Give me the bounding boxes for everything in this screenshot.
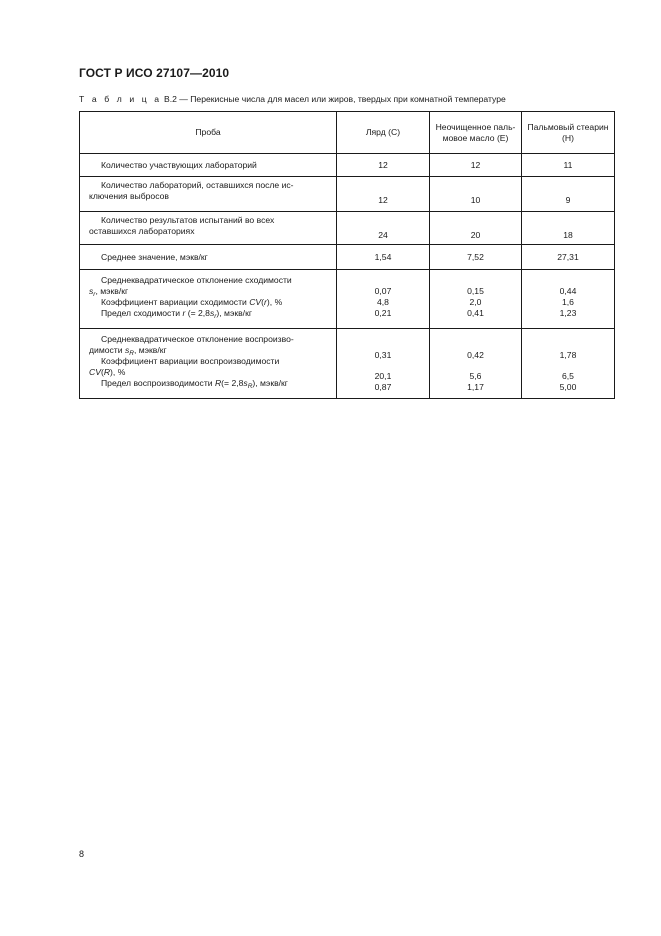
standard-header: ГОСТ Р ИСО 27107—2010: [79, 66, 230, 80]
row-label-reproducibility-sd: Среднеквадратическое отклонение воспроизво-: [101, 334, 294, 344]
table-cell: 1,17: [467, 382, 484, 392]
row-label-remaining-l2: ключения выбросов: [89, 191, 169, 201]
row-label-repeatability-sd: Среднеквадратическое отклонение сходимости: [101, 275, 292, 285]
table-cell: 0,42: [467, 350, 484, 360]
table-cell: 11: [522, 154, 615, 177]
row-label-participants: Количество участвующих лабораторий: [101, 159, 257, 170]
column-header-palm-stearin: Пальмовый стеарин (Н): [522, 112, 615, 154]
table-cell: 0,44: [559, 286, 577, 296]
table-row: Среднеквадратическое отклонение воспроизво- димости $s_R$, мэкв/кг Коэффициент вариации воспроизводимости CV(R), % Предел воспроизводимости $R(= 2,8s_R)$, мэкв/кг 0,31 20,1 0,87 0,42 5,6 1,17 1,78 6,5 5,00: [80, 329, 615, 399]
table-cell: 2,0: [469, 297, 482, 307]
column-header-crude-palm-oil: Неочищенное паль- мовое масло (Е): [430, 112, 522, 154]
table-header-row: [80, 112, 615, 154]
caption-prefix: Т а б л и ц а: [79, 94, 162, 104]
table-cell: 12: [337, 177, 430, 212]
table-caption: [79, 94, 506, 104]
table-cell: 10: [430, 177, 522, 212]
row-label-results-l2: оставшихся лабораториях: [89, 226, 195, 236]
table-cell: 5,6: [469, 371, 482, 381]
table-cell: 20,1: [374, 371, 392, 381]
table-cell: 1,54: [337, 245, 430, 270]
table-cell: 0,41: [467, 308, 484, 318]
table-row: [80, 154, 615, 177]
table-cell: 9: [522, 177, 615, 212]
table-cell: 0,31: [374, 350, 392, 360]
table-cell: 27,31: [522, 245, 615, 270]
row-label-repeatability-cv: Коэффициент вариации сходимости CV(r), %: [101, 297, 283, 307]
table-row: [80, 177, 615, 212]
table-cell: 20: [430, 212, 522, 245]
row-label-mean: Среднее значение, мэкв/кг: [101, 251, 208, 262]
peroxide-values-table: [79, 111, 615, 399]
table-cell: 5,00: [559, 382, 577, 392]
table-cell: 1,23: [559, 308, 577, 318]
table-row: [80, 245, 615, 270]
table-cell: 0,07: [374, 286, 392, 296]
table-cell: 24: [337, 212, 430, 245]
table-cell: 1,78: [559, 350, 577, 360]
table-cell: 18: [522, 212, 615, 245]
table-row: Среднеквадратическое отклонение сходимости $s_r$, мэкв/кг Коэффициент вариации сходимости CV(r), % Предел сходимости r (= $2,8s_r$), мэкв/кг 0,07 4,8 0,21 0,15 2,0 0,41 0,44 1,6 1,23: [80, 270, 615, 329]
table-cell: 1,6: [562, 297, 574, 307]
row-label-remaining-l1: Количество лабораторий, оставшихся после ис-: [101, 180, 294, 190]
row-label-repeatability-limit: Предел сходимости r (= $2,8s_r$), мэкв/кг: [101, 308, 252, 320]
table-cell: 0,87: [374, 382, 392, 392]
table-cell: 12: [337, 154, 430, 177]
table-cell: 4,8: [377, 297, 389, 307]
page-number: 8: [79, 849, 85, 859]
table-cell: 6,5: [562, 371, 574, 381]
table-cell: 0,21: [374, 308, 392, 318]
table-cell: 0,15: [467, 286, 484, 296]
row-label-reproducibility-cv: Коэффициент вариации воспроизводимости: [101, 356, 280, 366]
column-header-sample: Проба: [80, 112, 337, 154]
table-cell: 7,52: [430, 245, 522, 270]
row-label-reproducibility-limit: Предел воспроизводимости $R(= 2,8s_R)$, мэкв/кг: [101, 378, 288, 390]
column-header-lard: Лярд (С): [337, 112, 430, 154]
table-row: [80, 212, 615, 245]
table-cell: 12: [430, 154, 522, 177]
caption-text: В.2 — Перекисные числа для масел или жиров, твердых при комнатной температуре: [163, 94, 506, 104]
row-label-results-l1: Количество результатов испытаний во всех: [101, 215, 275, 225]
